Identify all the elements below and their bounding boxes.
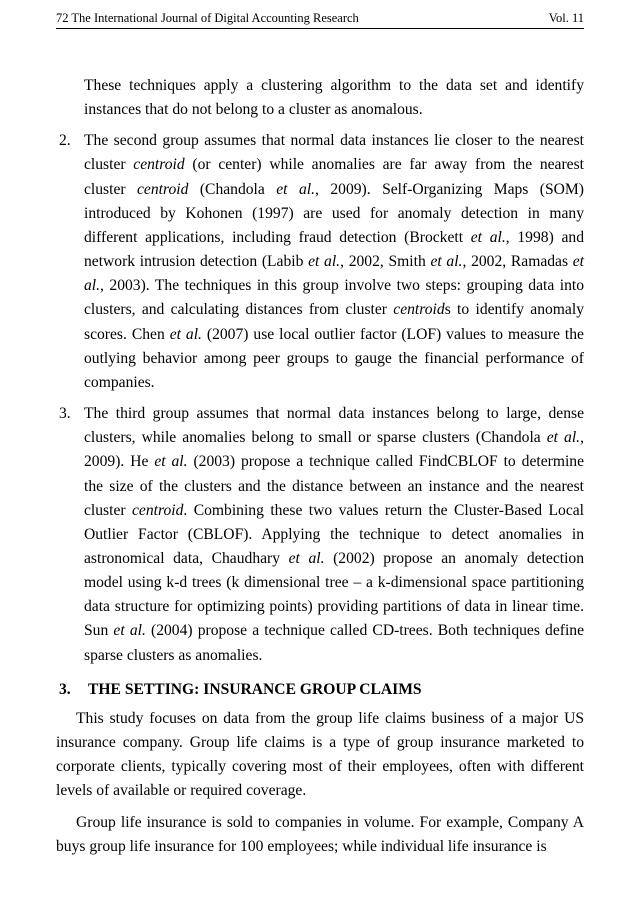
section-heading <box>56 678 584 702</box>
italic-term: et al. <box>288 549 325 567</box>
text-span: (2003) propose a technique called FindCBLOF to determine the size of the clusters and the distance between an instance and the nearest cluster <box>84 453 585 519</box>
section-title: THE SETTING: INSURANCE GROUP CLAIMS <box>88 680 422 698</box>
list-item-number: 2. <box>59 132 71 150</box>
text-span: The third group assumes that normal data instances belong to large, dense clusters, while anomalies belong to small or sparse clusters (Chandola <box>84 405 584 447</box>
italic-term: et al. <box>308 253 341 271</box>
text-span: s to identify anomaly scores. Chen <box>84 301 584 343</box>
list-item-number: 3. <box>59 405 71 423</box>
list-item-2 <box>56 129 584 395</box>
italic-term: et al. <box>169 325 202 343</box>
list-item-3 <box>56 402 584 668</box>
italic-term: et al. <box>546 429 581 447</box>
text-span: , 2009). He <box>84 429 584 471</box>
text-span: , 2002, Ramadas <box>462 253 573 271</box>
text-span: . Combining these two values return the Cluster-Based Local Outlier Factor (CBLOF). Applying the technique to detect anomalies in astronomical data, Chaudhary <box>84 501 584 567</box>
header-journal-title: 72 The International Journal of Digital Accounting Research <box>56 11 359 25</box>
text-span: , 1998) and network intrusion detection (Labib <box>84 228 584 271</box>
text-span: , 2002, Smith <box>340 253 431 271</box>
body-paragraph: Group life insurance is sold to companies in volume. For example, Company A buys group life insurance for 100 employees; while individual life insurance is <box>56 813 584 855</box>
running-header <box>56 8 584 29</box>
text-span: (2007) use local outlier factor (LOF) values to measure the outlying behavior among peer groups to gauge the financial performance of companies. <box>84 325 584 391</box>
text-span: (Chandola <box>188 180 277 198</box>
italic-term: centroid <box>137 180 189 198</box>
italic-term: et al. <box>154 453 188 471</box>
text-span: (2002) propose an anomaly detection model using k-d trees (k dimensional tree – a k-dimensional space partitioning data structure for optimizing points) providing partitions of data in linear time. Sun <box>84 549 584 640</box>
text-span: (2004) propose a technique called CD-trees. Both techniques define sparse clusters as anomalies. <box>84 622 585 664</box>
body-text <box>56 74 584 859</box>
italic-term: et al. <box>84 253 584 295</box>
italic-term: et al. <box>276 180 315 198</box>
text-span: , 2003). The techniques in this group involve two steps: grouping data into clusters, and calculating distances from cluster <box>84 277 584 319</box>
italic-term: et al. <box>430 253 463 271</box>
header-volume: Vol. 11 <box>548 11 584 25</box>
italic-term: et al. <box>113 622 146 640</box>
italic-term: et al. <box>470 228 506 246</box>
section-number: 3. <box>59 680 71 698</box>
body-paragraph: This study focuses on data from the group life claims business of a major US insurance company. Group life claims is a type of group insurance marketed to corporate clients, typically covering most of their employees, often with different levels of available or required coverage. <box>56 709 584 800</box>
text-span: The second group assumes that normal data instances lie closer to the nearest cluster <box>84 132 584 174</box>
text-span: , 2009). Self-Organizing Maps (SOM) introduced by Kohonen (1997) are used for anomaly detection in many different applications, including fraud detection (Brockett <box>84 180 584 246</box>
text-span: (or center) while anomalies are far away from the nearest cluster <box>84 156 584 198</box>
italic-term: centroid <box>133 156 185 174</box>
italic-term: centroid <box>132 501 184 519</box>
italic-term: centroid <box>393 301 445 319</box>
continuation-paragraph: These techniques apply a clustering algorithm to the data set and identify instances that do not belong to a cluster as anomalous. <box>84 77 584 119</box>
